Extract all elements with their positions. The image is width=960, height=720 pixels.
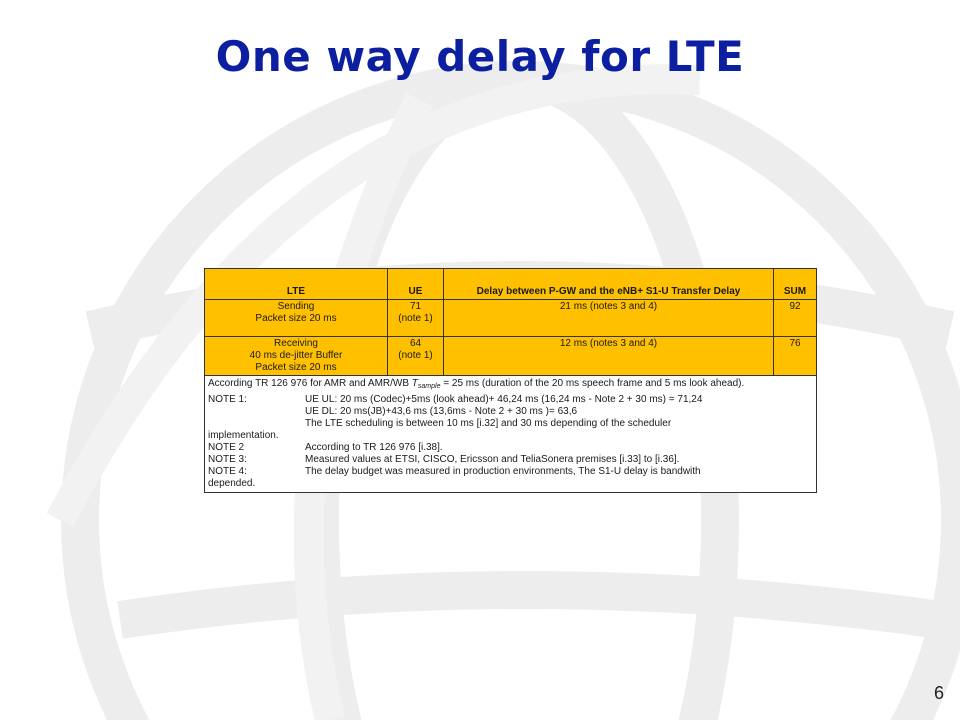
t-subscript: sample	[417, 383, 441, 390]
note-text: According to TR 126 976 [i.38].	[305, 442, 443, 453]
notes-cell	[205, 376, 817, 493]
table-row	[205, 337, 817, 376]
note-label: NOTE 2	[208, 442, 245, 453]
note-text: The LTE scheduling is between 10 ms [i.32] and 30 ms depending of the scheduler	[305, 418, 672, 429]
cell-lte	[205, 300, 388, 337]
cell-ue	[388, 300, 444, 337]
header-sum: SUM	[774, 269, 817, 300]
cell-ue	[388, 337, 444, 376]
cell-lte	[205, 337, 388, 376]
cell-text: Packet size 20 ms	[255, 313, 337, 324]
cell-text: Sending	[277, 301, 315, 312]
slide-title: One way delay for LTE	[215, 32, 745, 81]
note-text: implementation.	[208, 430, 279, 441]
cell-text: 40 ms de-jitter Buffer	[249, 350, 343, 361]
note-text: depended.	[208, 478, 256, 489]
note-label: NOTE 3:	[208, 454, 247, 465]
note-text: The delay budget was measured in production environments, The S1-U delay is bandwith	[305, 466, 701, 477]
cell-delay: 12 ms (notes 3 and 4)	[444, 337, 774, 376]
note-2	[208, 442, 813, 454]
header-delay: Delay between P-GW and the eNB+ S1-U Transfer Delay	[444, 269, 774, 300]
notes-intro	[208, 378, 813, 393]
note-text: Measured values at ETSI, CISCO, Ericsson and TeliaSonera premises [i.33] to [i.36].	[305, 454, 680, 465]
notes-row	[205, 376, 817, 493]
page-number: 6	[933, 683, 944, 703]
notes-intro-text: = 25 ms (duration of the 20 ms speech frame and 5 ms look ahead).	[440, 378, 745, 389]
note-1	[208, 394, 813, 406]
note-4	[208, 466, 813, 478]
cell-delay: 21 ms (notes 3 and 4)	[444, 300, 774, 337]
note-text: UE UL: 20 ms (Codec)+5ms (look ahead)+ 46,24 ms (16,24 ms - Note 2 + 30 ms) = 71,24	[305, 394, 703, 405]
note-label: NOTE 4:	[208, 466, 247, 477]
cell-text: 71	[409, 301, 422, 312]
t-symbol: T	[411, 378, 418, 389]
table-header-row	[205, 269, 817, 300]
header-ue: UE	[388, 269, 444, 300]
note-3	[208, 454, 813, 466]
notes-intro-text: According TR 126 976 for AMR and AMR/WB	[208, 378, 410, 389]
delay-table-container	[204, 268, 816, 493]
cell-text: Receiving	[274, 338, 318, 349]
header-lte: LTE	[205, 269, 388, 300]
cell-text: Packet size 20 ms	[255, 362, 337, 373]
delay-table	[204, 268, 817, 493]
cell-sum: 92	[774, 300, 817, 337]
cell-sum: 76	[774, 337, 817, 376]
note-label: NOTE 1:	[208, 394, 247, 405]
cell-text: (note 1)	[398, 350, 433, 361]
cell-text: (note 1)	[398, 313, 433, 324]
note-text: UE DL: 20 ms(JB)+43,6 ms (13,6ms - Note 2 + 30 ms )= 63,6	[305, 406, 578, 417]
table-row	[205, 300, 817, 337]
cell-text: 64	[409, 338, 422, 349]
